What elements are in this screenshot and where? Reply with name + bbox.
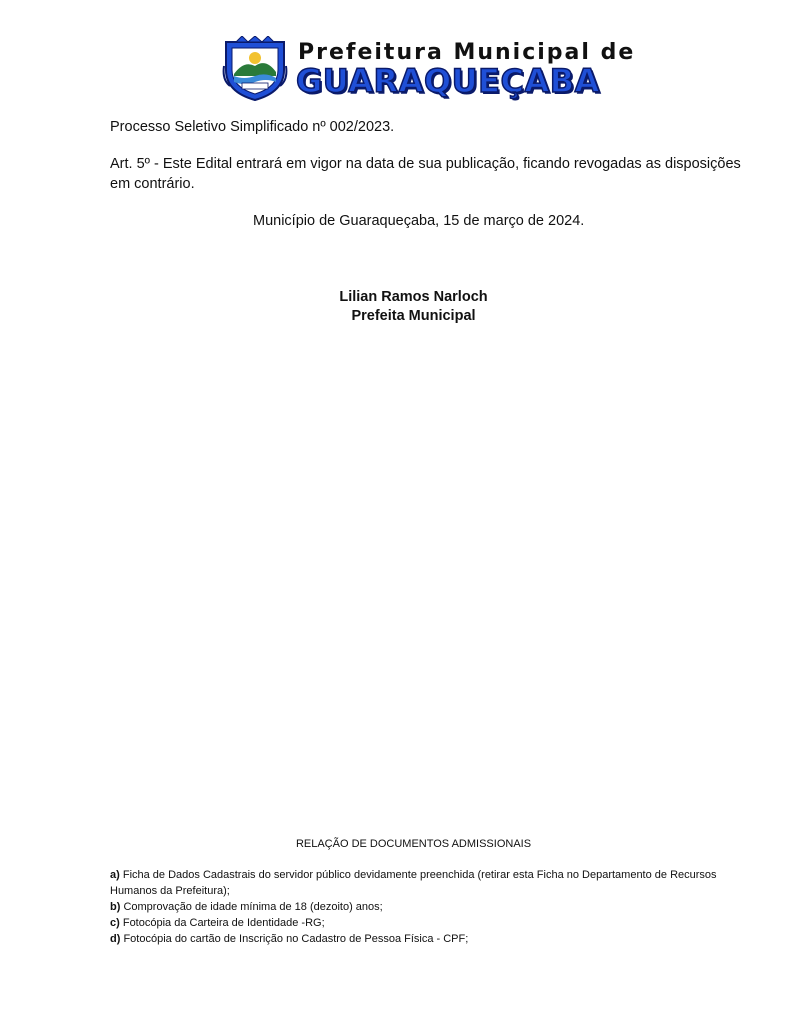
municipal-coat-of-arms-icon [222, 36, 288, 102]
document-item-c [110, 915, 720, 931]
article-line-2: em contrário. [110, 176, 195, 192]
item-text: Fotocópia do cartão de Inscrição no Cadastro de Pessoa Física - CPF; [123, 933, 469, 945]
date-line: Município de Guaraqueçaba, 15 de março de 2024. [253, 213, 585, 229]
item-letter: c) [110, 917, 120, 929]
letterhead [222, 36, 636, 104]
document-item-d [110, 931, 720, 947]
item-letter: d) [110, 933, 121, 945]
letterhead-municipality: GUARAQUEÇABA [296, 62, 600, 100]
documents-heading: RELAÇÃO DE DOCUMENTOS ADMISSIONAIS [295, 838, 532, 850]
document-item-a [110, 867, 720, 899]
item-letter: b) [110, 901, 121, 913]
article-line-1: Art. 5º - Este Edital entrará em vigor na data de sua publicação, ficando revogadas as disposições [110, 156, 741, 172]
signer-title: Prefeita Municipal [351, 308, 476, 324]
item-text: Comprovação de idade mínima de 18 (dezoito) anos; [123, 901, 383, 913]
item-text: Ficha de Dados Cadastrais do servidor público devidamente preenchida (retirar esta Ficha no Departamento de Recursos Humanos da Prefeitura); [110, 869, 717, 897]
process-reference: Processo Seletivo Simplificado nº 002/2023. [110, 119, 395, 135]
item-letter: a) [110, 869, 120, 881]
letterhead-line1: Prefeitura Municipal de [298, 40, 636, 65]
signer-name: Lilian Ramos Narloch [339, 289, 488, 305]
item-text: Fotocópia da Carteira de Identidade -RG; [122, 917, 325, 929]
document-item-b [110, 899, 720, 915]
